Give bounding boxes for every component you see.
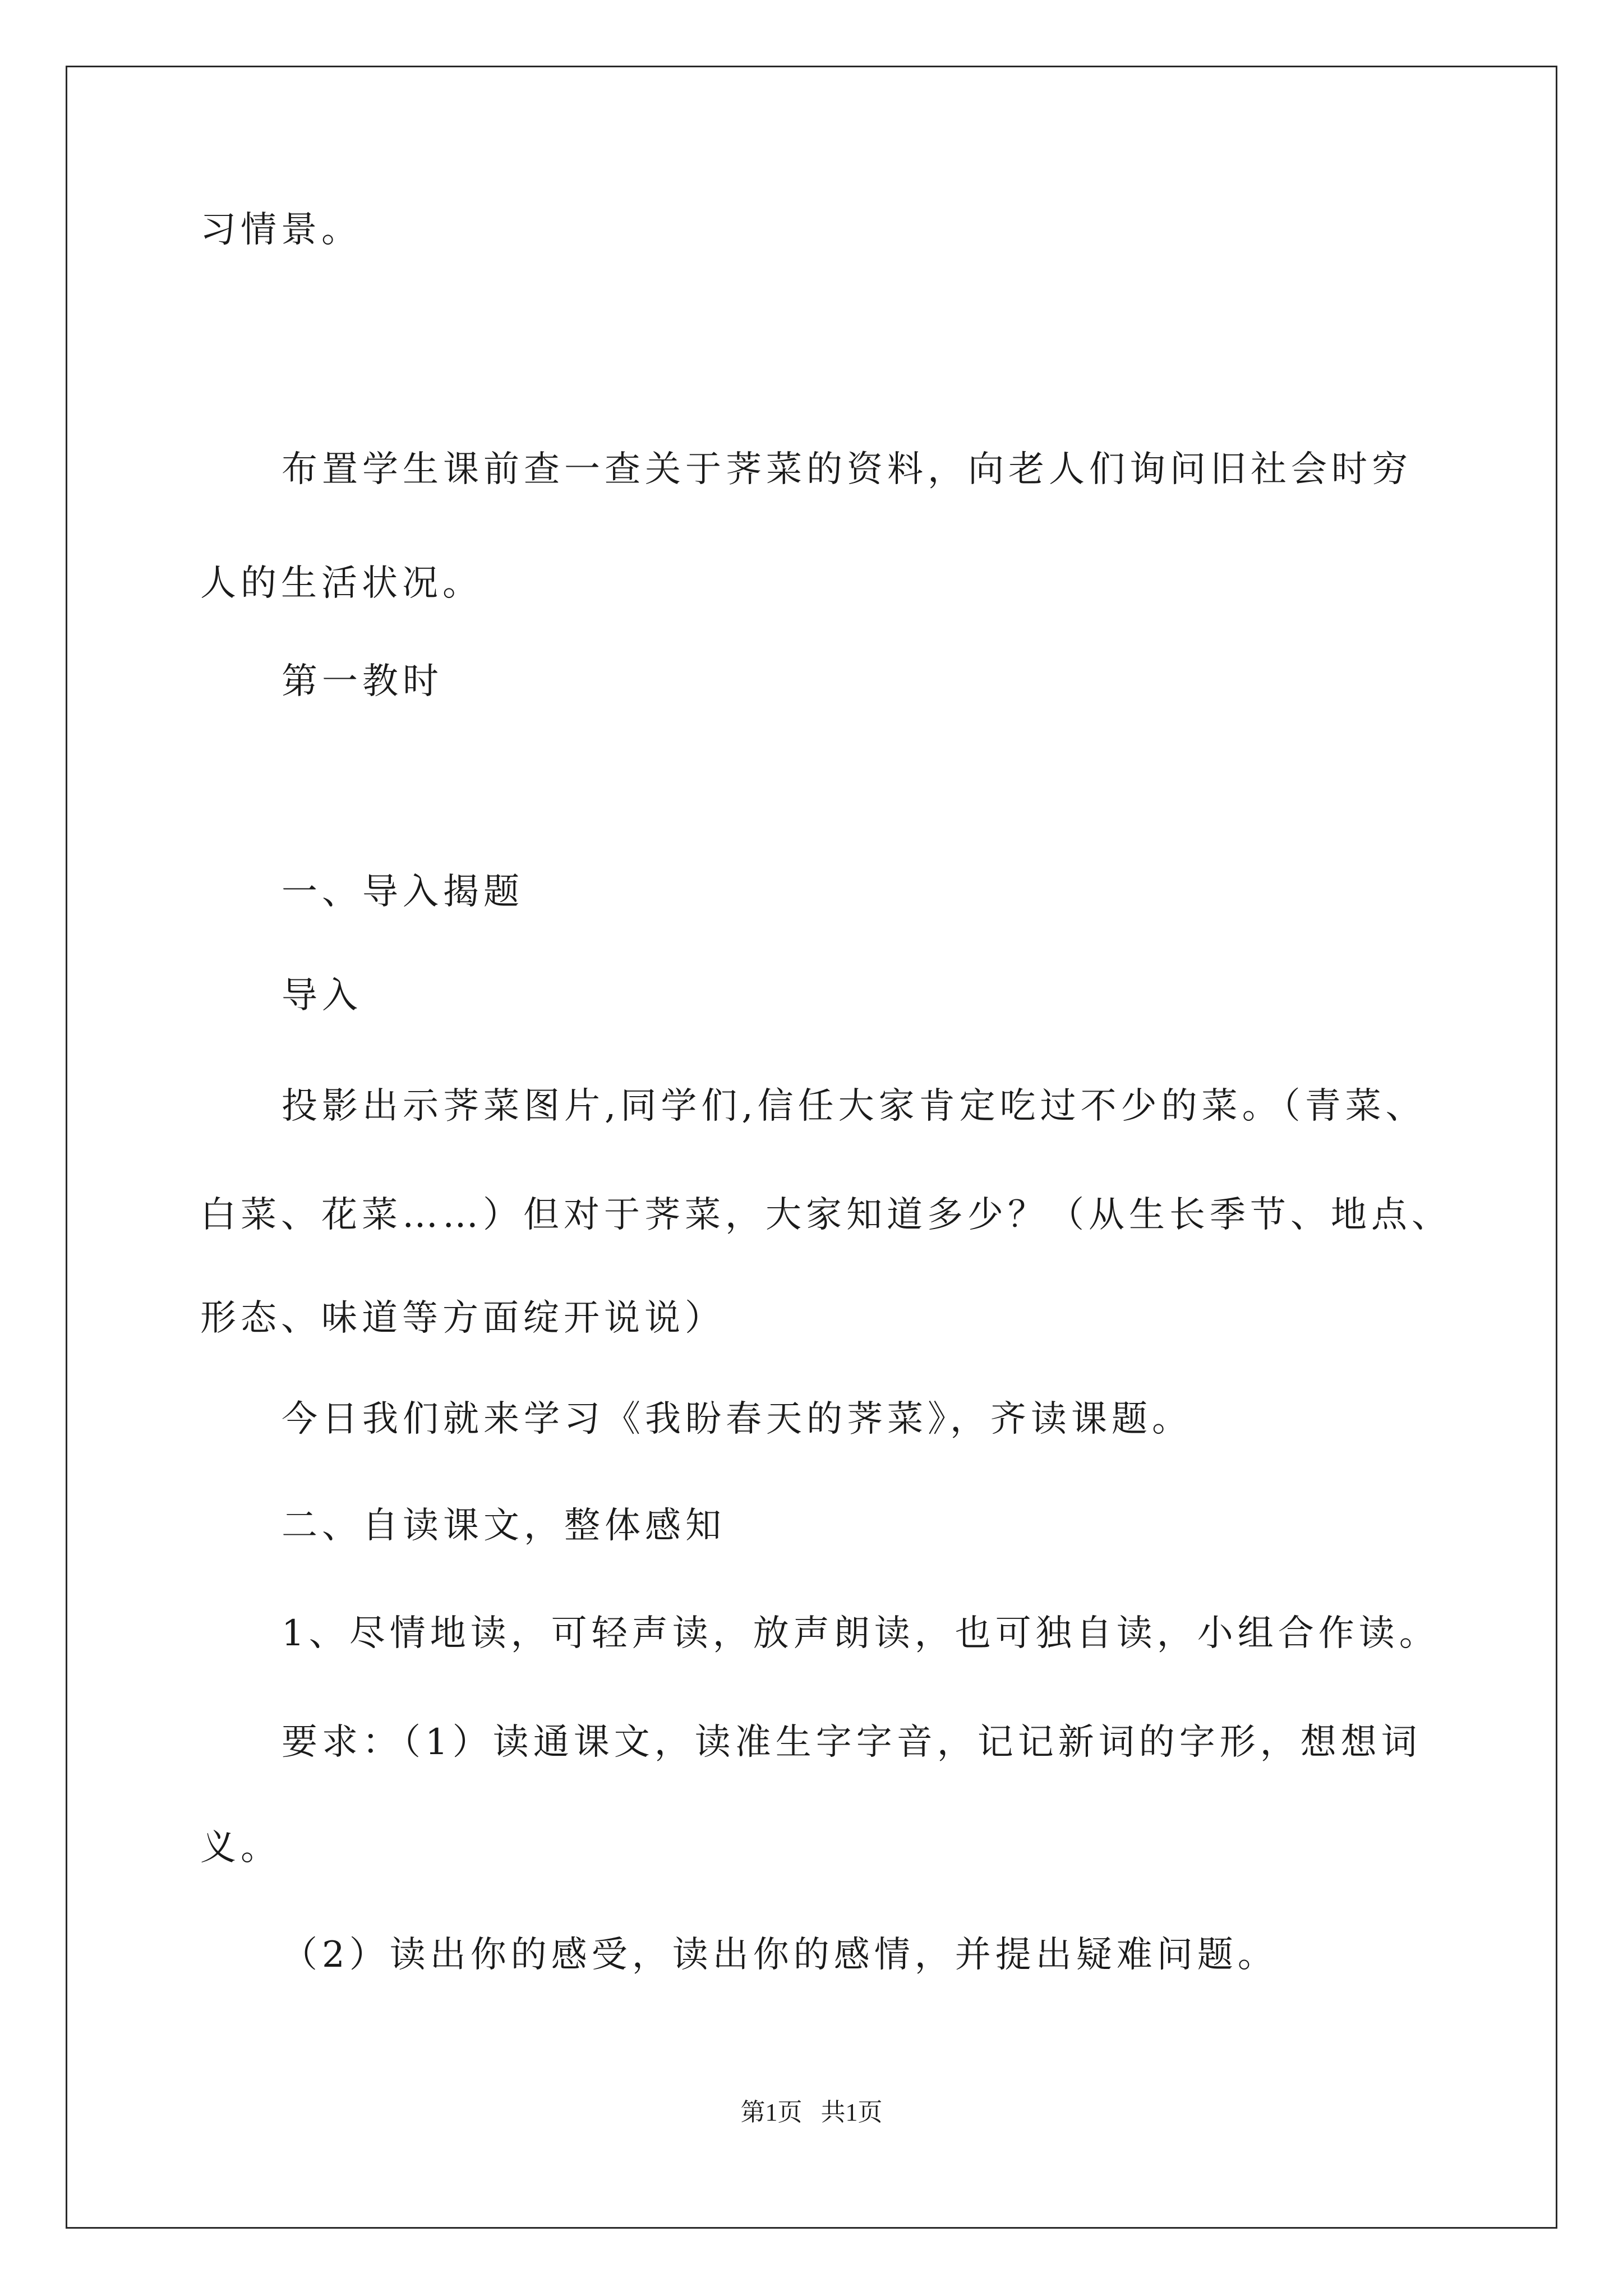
text-line-8: 白菜、花菜……）但对于荠菜，大家知道多少？（从生长季节、地点、 bbox=[200, 1194, 1452, 1236]
text-line-2: 布置学生课前查一查关于荠菜的资料，向老人们询问旧社会时穷 bbox=[282, 449, 1412, 490]
text-line-6: 导入 bbox=[282, 975, 362, 1016]
text-line-14: 义。 bbox=[200, 1827, 281, 1869]
page-border bbox=[66, 66, 1557, 2229]
text-line-3: 人的生活状况。 bbox=[200, 563, 483, 604]
text-line-13: 要求：（1）读通课文，读准生字字音，记记新词的字形，想想词 bbox=[282, 1722, 1422, 1763]
text-line-4: 第一教时 bbox=[282, 661, 443, 702]
text-line-5: 一、导入揭题 bbox=[282, 871, 524, 913]
text-line-11: 二、自读课文，整体感知 bbox=[282, 1505, 726, 1547]
page-footer: 第1页 共1页 bbox=[740, 2099, 883, 2126]
text-line-7: 投影出示荠菜图片,同学们,信任大家肯定吃过不少的菜。（青菜、 bbox=[282, 1085, 1426, 1127]
text-line-12: 1、尽情地读，可轻声读，放声朗读，也可独自读，小组合作读。 bbox=[282, 1613, 1440, 1654]
text-line-15: （2）读出你的感受，读出你的感情，并提出疑难问题。 bbox=[282, 1934, 1278, 1976]
text-line-10: 今日我们就来学习《我盼春天的荠菜》，齐读课题。 bbox=[282, 1398, 1192, 1440]
text-line-1: 习情景。 bbox=[200, 209, 362, 251]
text-line-9: 形态、味道等方面绽开说说） bbox=[200, 1297, 725, 1339]
